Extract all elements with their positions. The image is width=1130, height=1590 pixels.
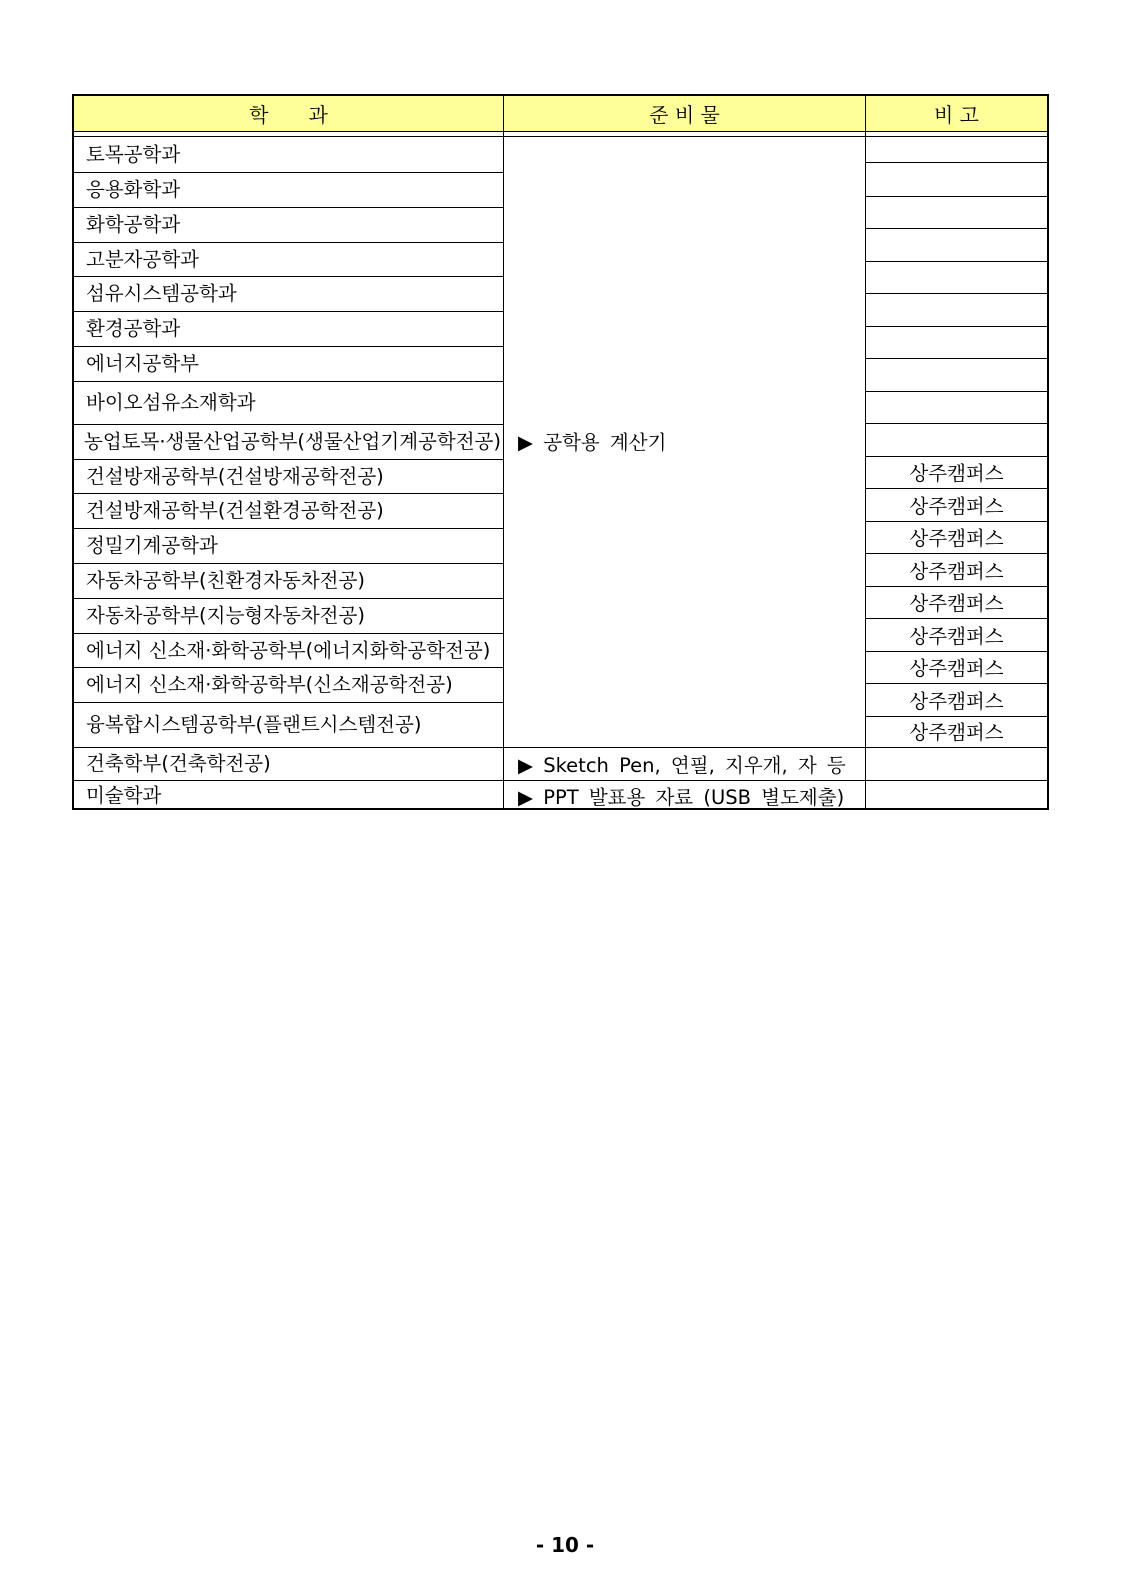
department-cell: 에너지 신소재·화학공학부(에너지화학공학전공) [86,638,491,662]
supplies-cell: ▶ Sketch Pen, 연필, 지우개, 자 등 [518,754,846,777]
department-cell: 정밀기계공학과 [86,534,218,557]
department-cell: 자동차공학부(친환경자동차전공) [86,569,365,592]
note-cell: 상주캠퍼스 [909,656,1004,680]
department-cell: 융복합시스템공학부(플랜트시스템전공) [86,713,422,736]
note-cell: 상주캠퍼스 [909,721,1004,744]
note-cell: 상주캠퍼스 [909,526,1004,550]
note-rule [865,293,1047,294]
department-cell: 바이오섬유소재학과 [86,391,256,414]
header-supplies: 준 비 물 [504,96,865,132]
department-cell: 고분자공학과 [86,247,200,271]
page-number: - 10 - [535,1533,595,1557]
column-divider [503,96,504,808]
note-cell: 상주캠퍼스 [909,559,1004,583]
note-cell: 상주캠퍼스 [909,689,1004,713]
department-cell: 에너지공학부 [86,352,200,375]
note-cell: 상주캠퍼스 [909,591,1004,615]
department-cell: 자동차공학부(지능형자동차전공) [86,604,365,627]
department-cell: 토목공학과 [86,143,181,166]
department-cell: 미술학과 [86,784,162,807]
note-rule [865,358,1047,359]
preparation-table [72,94,1049,810]
note-rule [865,261,1047,262]
header-department: 학 과 [74,96,503,132]
note-rule [865,162,1047,163]
department-cell: 건설방재공학부(건설방재공학전공) [86,464,384,488]
department-cell: 건축학부(건축학전공) [86,752,271,775]
note-rule [865,196,1047,197]
department-cell: 건설방재공학부(건설환경공학전공) [86,499,384,522]
department-cell: 섬유시스템공학과 [86,282,237,305]
note-cell: 상주캠퍼스 [909,494,1004,518]
note-rule [865,228,1047,229]
supplies-cell: ▶ 공학용 계산기 [518,431,667,454]
header-note: 비 고 [866,96,1047,132]
department-cell: 화학공학과 [86,213,181,236]
note-rule [865,326,1047,327]
department-cell: 농업토목·생물산업공학부(생물산업기계공학전공) [84,430,501,453]
note-cell: 상주캠퍼스 [909,461,1004,485]
note-rule [865,391,1047,392]
note-cell: 상주캠퍼스 [909,624,1004,648]
note-rule [865,423,1047,424]
header-double-rule [74,136,1047,137]
department-cell: 에너지 신소재·화학공학부(신소재공학전공) [86,673,453,696]
department-cell: 환경공학과 [86,317,181,340]
department-cell: 응용화학과 [86,178,181,201]
supplies-cell: ▶ PPT 발표용 자료 (USB 별도제출) [518,786,845,809]
